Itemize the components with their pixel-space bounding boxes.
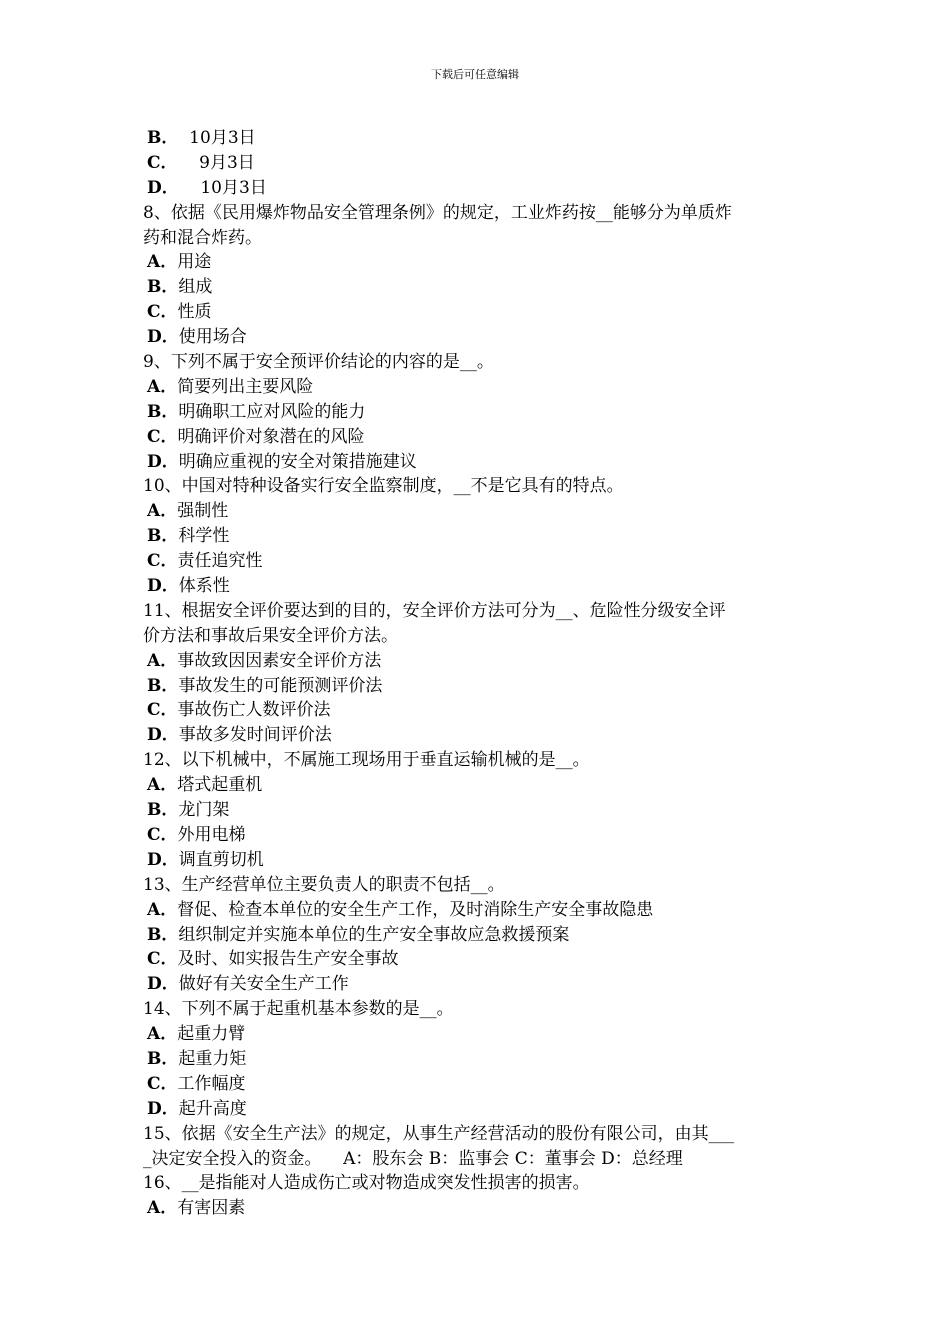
option-text: 组成 xyxy=(178,277,213,298)
question-text: 12、以下机械中，不属施工现场用于垂直运输机械的是__。 xyxy=(143,750,590,771)
option-text: 起重力臂 xyxy=(177,1024,246,1045)
option-letter: C． xyxy=(147,700,178,721)
page-header: 下载后可任意编辑 xyxy=(431,68,519,81)
option-text: 龙门架 xyxy=(178,800,230,821)
option-text: 做好有关安全生产工作 xyxy=(178,974,349,995)
option-letter: D． xyxy=(147,849,179,870)
option-text: 体系性 xyxy=(178,576,230,597)
option-letter: B． xyxy=(147,526,179,547)
option-text: 工作幅度 xyxy=(177,1073,246,1094)
answer-option xyxy=(143,972,811,997)
option-text: 督促、检查本单位的安全生产工作，及时消除生产安全事故隐患 xyxy=(177,899,654,920)
answer-option xyxy=(143,723,811,748)
option-letter: B． xyxy=(147,128,179,148)
answer-option xyxy=(143,1022,811,1047)
question-text: 10、中国对特种设备实行安全监察制度，__不是它具有的特点。 xyxy=(143,476,624,497)
option-letter: D． xyxy=(147,974,179,995)
option-letter: B． xyxy=(147,924,179,945)
option-text: 事故发生的可能预测评价法 xyxy=(178,675,383,696)
answer-option xyxy=(143,126,811,151)
answer-option xyxy=(143,773,811,798)
option-letter: A． xyxy=(147,252,178,273)
answer-option xyxy=(143,649,811,674)
option-text: 10月3日 xyxy=(178,128,256,148)
option-text: 事故致因因素安全评价方法 xyxy=(177,650,382,671)
option-text: 及时、如实报告生产安全事故 xyxy=(177,949,399,970)
answer-option xyxy=(143,275,811,300)
option-text: 组织制定并实施本单位的生产安全事故应急救援预案 xyxy=(178,924,570,945)
option-text: 有害因素 xyxy=(177,1198,246,1219)
answer-option xyxy=(143,1047,811,1072)
option-letter: A． xyxy=(147,650,178,671)
option-text: 使用场合 xyxy=(178,327,247,348)
answer-option xyxy=(143,151,811,176)
option-text: 性质 xyxy=(177,302,212,323)
option-letter: C． xyxy=(147,949,178,970)
answer-option xyxy=(143,375,811,400)
option-letter: D． xyxy=(147,725,179,746)
option-letter: C． xyxy=(147,551,178,572)
option-text: 用途 xyxy=(177,252,212,273)
question-text: 11、根据安全评价要达到的目的，安全评价方法可分为__、危险性分级安全评 xyxy=(143,600,726,621)
option-letter: B． xyxy=(147,800,179,821)
option-letter: A． xyxy=(147,775,178,796)
option-letter: D． xyxy=(147,177,179,198)
answer-option xyxy=(143,798,811,823)
option-letter: A． xyxy=(147,1024,178,1045)
option-text: 塔式起重机 xyxy=(177,775,263,796)
option-text: 科学性 xyxy=(178,526,230,547)
option-text: 责任追究性 xyxy=(177,551,263,572)
answer-option xyxy=(143,1097,811,1122)
answer-option xyxy=(143,1196,811,1221)
option-letter: B． xyxy=(147,277,179,298)
question-text: _决定安全投入的资金。 A：股东会 B：监事会 C：董事会 D：总经理 xyxy=(143,1148,683,1169)
answer-option xyxy=(143,674,811,699)
option-letter: A． xyxy=(147,501,178,522)
option-letter: C． xyxy=(147,302,178,323)
option-letter: A． xyxy=(147,899,178,920)
option-text: 调直剪切机 xyxy=(178,849,264,870)
option-text: 明确职工应对风险的能力 xyxy=(178,401,366,422)
option-text: 事故多发时间评价法 xyxy=(178,725,332,746)
answer-option xyxy=(143,499,811,524)
option-text: 明确应重视的安全对策措施建议 xyxy=(178,451,417,472)
option-text: 简要列出主要风险 xyxy=(177,376,314,397)
option-text: 明确评价对象潜在的风险 xyxy=(177,426,365,447)
answer-option xyxy=(143,450,811,475)
option-letter: D． xyxy=(147,1098,179,1119)
answer-option xyxy=(143,325,811,350)
option-text: 外用电梯 xyxy=(177,824,246,845)
answer-option xyxy=(143,425,811,450)
answer-option xyxy=(143,947,811,972)
option-letter: C． xyxy=(147,152,178,173)
answer-option xyxy=(143,250,811,275)
answer-option xyxy=(143,848,811,873)
option-text: 强制性 xyxy=(177,501,229,522)
option-letter: A． xyxy=(147,1198,178,1219)
answer-option xyxy=(143,400,811,425)
answer-option xyxy=(143,574,811,599)
option-text: 事故伤亡人数评价法 xyxy=(177,700,331,721)
question-text: 16、__是指能对人造成伤亡或对物造成突发性损害的损害。 xyxy=(143,1173,590,1194)
option-letter: C． xyxy=(147,426,178,447)
option-letter: A． xyxy=(147,376,178,397)
option-text: 起升高度 xyxy=(178,1098,247,1119)
option-letter: D． xyxy=(147,327,179,348)
answer-option xyxy=(143,823,811,848)
answer-option xyxy=(143,524,811,549)
option-letter: B． xyxy=(147,1048,179,1069)
answer-option xyxy=(143,898,811,923)
answer-option xyxy=(143,923,811,948)
option-letter: D． xyxy=(147,576,179,597)
document-body xyxy=(143,126,811,1221)
option-letter: D． xyxy=(147,451,179,472)
option-text: 10月3日 xyxy=(178,177,267,198)
question-text: 价方法和事故后果安全评价方法。 xyxy=(143,625,398,646)
question-text: 药和混合炸药。 xyxy=(143,227,262,248)
option-text: 起重力矩 xyxy=(178,1048,247,1069)
answer-option xyxy=(143,698,811,723)
option-letter: C． xyxy=(147,824,178,845)
answer-option xyxy=(143,176,811,201)
question-text: 8、依据《民用爆炸物品安全管理条例》的规定，工业炸药按__能够分为单质炸 xyxy=(143,202,732,223)
question-text: 14、下列不属于起重机基本参数的是__。 xyxy=(143,999,454,1020)
option-letter: B． xyxy=(147,401,179,422)
option-letter: C． xyxy=(147,1073,178,1094)
option-text: 9月3日 xyxy=(177,152,255,173)
question-text: 15、依据《安全生产法》的规定，从事生产经营活动的股份有限公司，由其___ xyxy=(143,1123,735,1144)
option-letter: B． xyxy=(147,675,179,696)
answer-option xyxy=(143,1072,811,1097)
question-text: 9、下列不属于安全预评价结论的内容的是__。 xyxy=(143,352,494,373)
question-text: 13、生产经营单位主要负责人的职责不包括__。 xyxy=(143,874,505,895)
answer-option xyxy=(143,549,811,574)
answer-option xyxy=(143,300,811,325)
